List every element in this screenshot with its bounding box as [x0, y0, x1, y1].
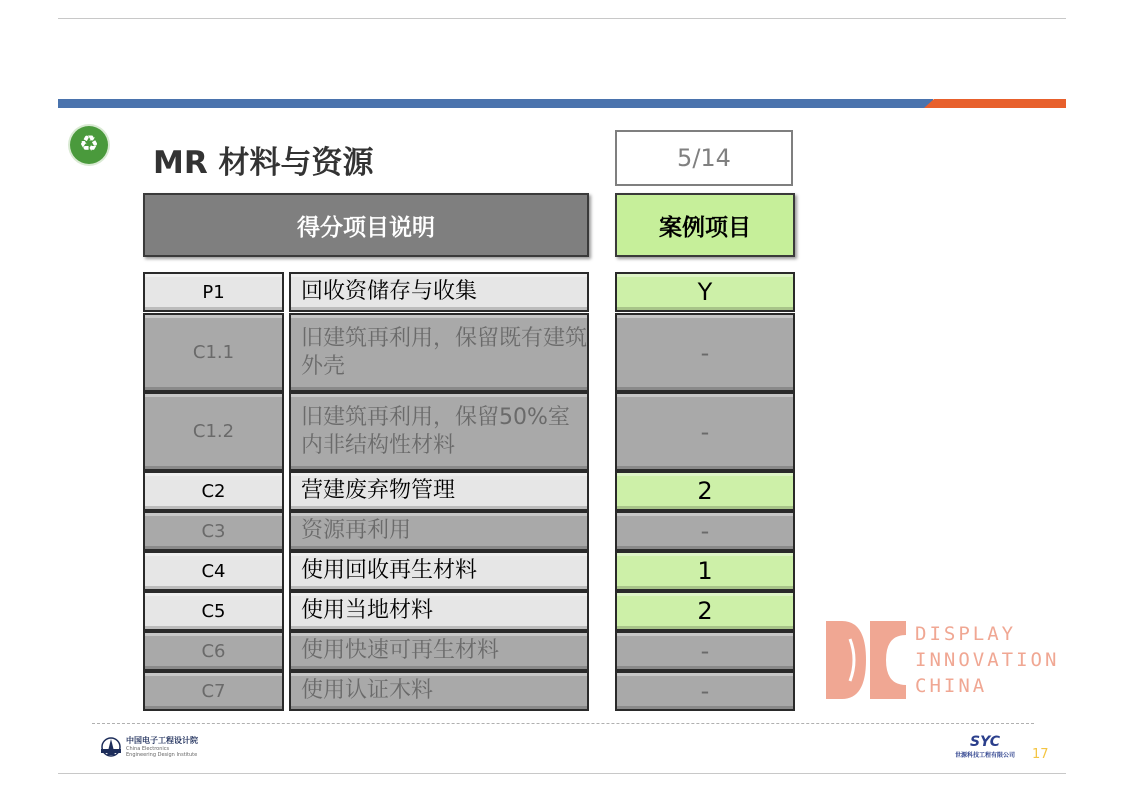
- row-value: -: [615, 671, 795, 711]
- row-value: 2: [615, 591, 795, 631]
- row-code: C4: [143, 551, 284, 591]
- syc-logo-text: SYC: [970, 734, 1000, 750]
- row-code: C1.2: [143, 392, 284, 471]
- row-description: 使用当地材料: [289, 591, 589, 631]
- cedi-name: 中国电子工程设计院: [126, 736, 198, 745]
- dic-logo-text: [915, 621, 1059, 699]
- syc-logo: [955, 734, 1015, 759]
- page-number: 17: [1032, 747, 1049, 762]
- row-description: 使用认证木料: [289, 671, 589, 711]
- row-description: 营建废弃物管理: [289, 471, 589, 511]
- row-code: C6: [143, 631, 284, 671]
- header-bar-orange: [924, 99, 1066, 108]
- row-code: P1: [143, 272, 284, 312]
- bottom-divider: [58, 773, 1066, 774]
- recycle-icon: ♻: [70, 126, 108, 164]
- row-value: -: [615, 511, 795, 551]
- cedi-sub-1: China Electronics: [126, 746, 170, 752]
- dic-logo-icon: [826, 621, 906, 699]
- row-value: -: [615, 392, 795, 471]
- dic-line-2: INNOVATION: [915, 649, 1060, 671]
- header-bar-blue: [58, 99, 933, 108]
- row-description: 回收资储存与收集: [289, 272, 589, 312]
- row-code: C1.1: [143, 313, 284, 392]
- row-value: 1: [615, 551, 795, 591]
- row-value: -: [615, 313, 795, 392]
- row-description: 使用回收再生材料: [289, 551, 589, 591]
- dic-line-1: DISPLAY: [915, 623, 1017, 645]
- cedi-logo: [100, 735, 198, 758]
- row-description: 旧建筑再利用，保留既有建筑外壳: [289, 313, 589, 392]
- page-indicator: 5/14: [615, 130, 793, 186]
- dic-line-3: CHINA: [915, 675, 988, 697]
- row-description: 使用快速可再生材料: [289, 631, 589, 671]
- syc-company-name: 世源科技工程有限公司: [955, 752, 1016, 759]
- case-item-header: 案例项目: [615, 193, 795, 257]
- page-title: MR 材料与资源: [153, 145, 374, 181]
- row-value: Y: [615, 272, 795, 312]
- row-description: 资源再利用: [289, 511, 589, 551]
- cedi-sub-2: Engineering Design Institute: [126, 752, 198, 758]
- row-code: C5: [143, 591, 284, 631]
- row-code: C3: [143, 511, 284, 551]
- cedi-emblem-icon: [100, 736, 122, 758]
- footer-divider: [92, 723, 1034, 724]
- row-code: C7: [143, 671, 284, 711]
- row-description: 旧建筑再利用，保留50%室内非结构性材料: [289, 392, 589, 471]
- top-divider: [58, 18, 1066, 19]
- row-value: -: [615, 631, 795, 671]
- row-value: 2: [615, 471, 795, 511]
- score-item-header: 得分项目说明: [143, 193, 589, 257]
- row-code: C2: [143, 471, 284, 511]
